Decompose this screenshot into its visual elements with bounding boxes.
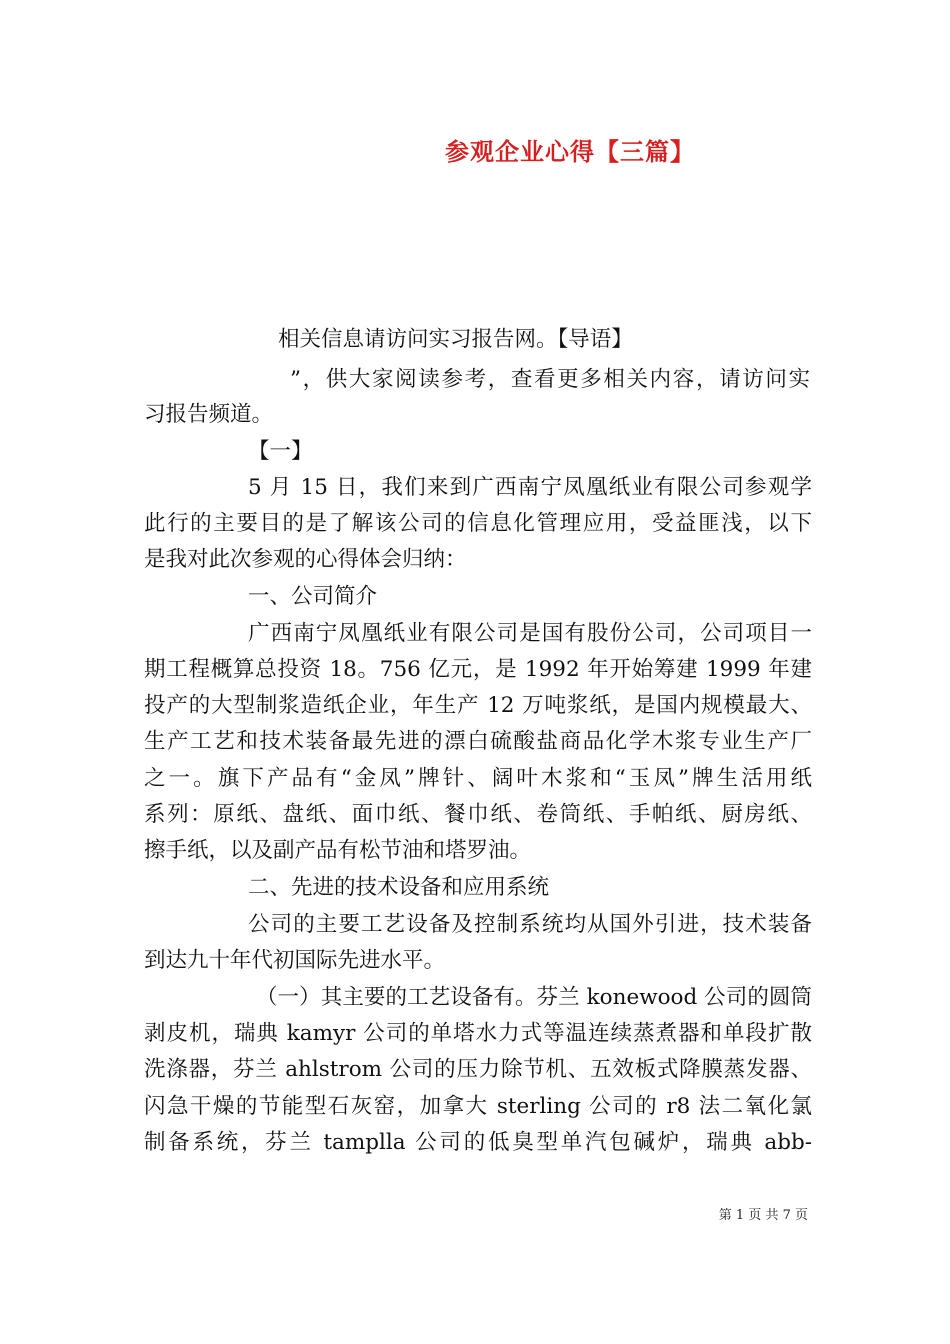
text-line-20: 剥皮机，瑞典 kamyr 公司的单塔水力式等温连续蒸煮器和单段扩散 [144, 1021, 812, 1046]
text-line-11: 投产的大型制浆造纸企业，年生产 12 万吨浆纸，是国内规模最大、 [144, 693, 812, 718]
text-line-14: 系列：原纸、盘纸、面巾纸、餐巾纸、卷筒纸、手帕纸、厨房纸、 [144, 802, 812, 827]
text-line-13: 之一。旗下产品有“金凤”牌针、阔叶木浆和“玉凤”牌生活用纸 [144, 766, 812, 791]
text-line-10: 期工程概算总投资 18。756 亿元，是 1992 年开始筹建 1999 年建 [144, 657, 812, 682]
subheading-company-intro: 一、公司简介 [248, 584, 378, 609]
page-number: 第 1 页 共 7 页 [718, 1208, 808, 1223]
subheading-tech-equipment: 二、先进的技术设备和应用系统 [248, 875, 550, 900]
text-line-18: 到达九十年代初国际先进水平。 [144, 948, 446, 973]
section-heading-1: 【一】 [248, 439, 313, 464]
text-line-23: 制备系统，芬兰 tamplla 公司的低臭型单汽包碱炉，瑞典 abb- [144, 1130, 812, 1155]
document-title: 参观企业心得【三篇】 [445, 138, 695, 166]
text-line-15: 擦手纸，以及副产品有松节油和塔罗油。 [144, 838, 532, 863]
text-line-2: ”，供大家阅读参考，查看更多相关内容，请访问实 [290, 367, 810, 392]
text-line-19: （一）其主要的工艺设备有。芬兰 konewood 公司的圆筒 [256, 985, 812, 1010]
text-line-6: 此行的主要目的是了解该公司的信息化管理应用，受益匪浅，以下 [144, 511, 812, 536]
text-line-22: 闪急干燥的节能型石灰窑，加拿大 sterling 公司的 r8 法二氧化氯 [144, 1094, 812, 1119]
text-line-3: 习报告频道。 [144, 402, 274, 427]
text-line-7: 是我对此次参观的心得体会归纳： [144, 547, 467, 572]
text-line-21: 洗涤器，芬兰 ahlstrom 公司的压力除节机、五效板式降膜蒸发器、 [144, 1057, 812, 1082]
text-line-1: 相关信息请访问实习报告网。【导语】 [278, 327, 633, 352]
text-line-17: 公司的主要工艺设备及控制系统均从国外引进，技术装备 [248, 912, 812, 937]
text-line-5: 5 月 15 日，我们来到广西南宁凤凰纸业有限公司参观学 [248, 475, 812, 500]
text-line-12: 生产工艺和技术装备最先进的漂白硫酸盐商品化学木浆专业生产厂 [144, 729, 812, 754]
text-line-9: 广西南宁凤凰纸业有限公司是国有股份公司，公司项目一 [248, 621, 812, 646]
